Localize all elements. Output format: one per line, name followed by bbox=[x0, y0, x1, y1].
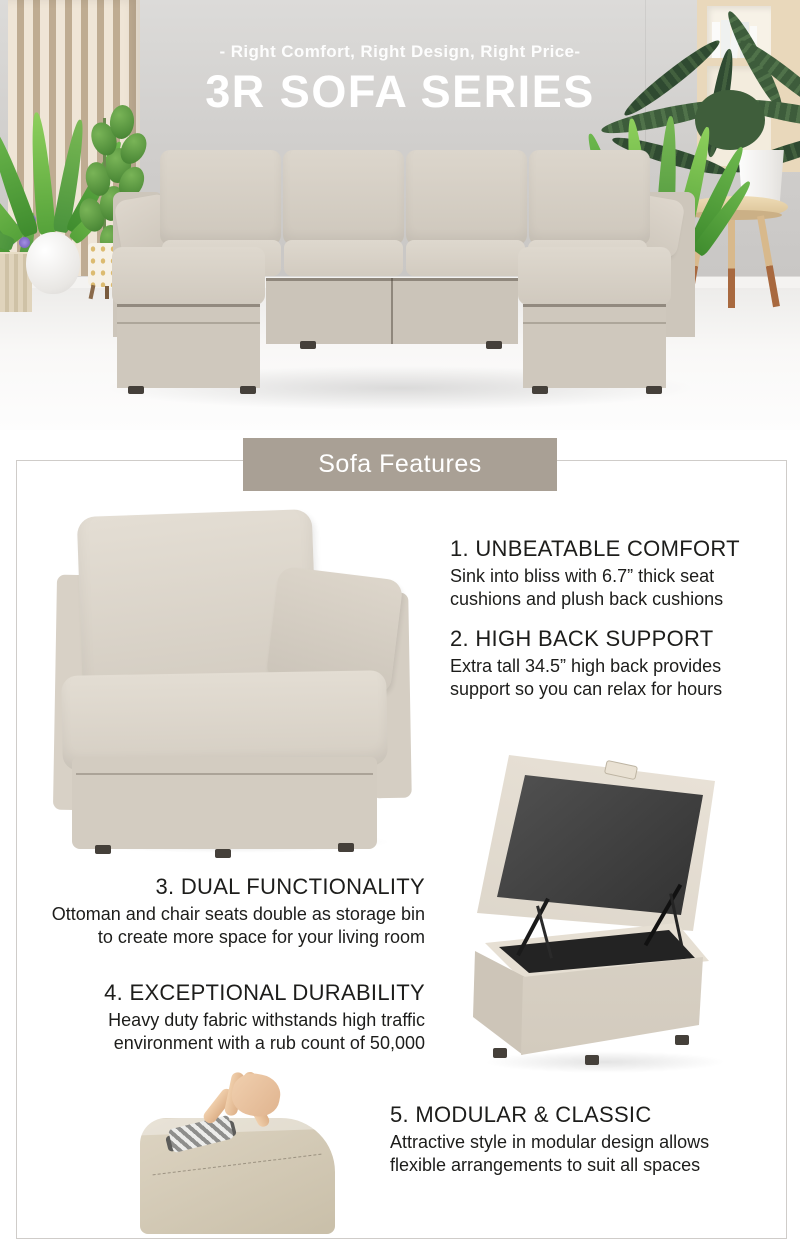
module-gap bbox=[391, 278, 393, 344]
sofa-foot bbox=[300, 341, 316, 349]
ottoman-foot bbox=[585, 1055, 599, 1065]
ottoman-foot bbox=[493, 1048, 507, 1058]
chaise-seam bbox=[117, 304, 260, 307]
feature-block-4 bbox=[20, 980, 425, 1055]
feature-text-line: Sink into bliss with 6.7” thick seat bbox=[450, 566, 715, 586]
feature-text-line: to create more space for your living room bbox=[97, 927, 425, 947]
round-pot bbox=[26, 232, 80, 294]
fabric-closeup-image bbox=[140, 1072, 335, 1234]
back-cushion bbox=[529, 150, 650, 245]
chaise-base-left bbox=[117, 304, 260, 388]
feature-text-line: cushions and plush back cushions bbox=[450, 589, 724, 609]
sofa-foot bbox=[128, 386, 144, 394]
chaise-base-right bbox=[523, 304, 666, 388]
feature-block-1 bbox=[450, 536, 785, 611]
features-header: Sofa Features bbox=[243, 438, 557, 491]
pot-stand-leg bbox=[105, 286, 109, 299]
feature-text-line: support so you can relax for hours bbox=[450, 679, 723, 699]
stool-leg bbox=[728, 220, 735, 308]
back-cushion bbox=[160, 150, 281, 245]
feature-text-line: Extra tall 34.5” high back provides bbox=[450, 656, 722, 676]
ottoman-shadow bbox=[485, 1051, 725, 1073]
chair-base bbox=[72, 757, 377, 849]
chair-foot bbox=[95, 845, 111, 854]
feature-text-line: flexible arrangements to suit all spaces bbox=[390, 1155, 701, 1175]
feature-title: 2. HIGH BACK SUPPORT bbox=[450, 626, 714, 651]
chaise-seat-right bbox=[518, 247, 671, 305]
seat-cushion bbox=[406, 240, 525, 276]
feature-title: 1. UNBEATABLE COMFORT bbox=[450, 536, 740, 561]
back-cushion bbox=[406, 150, 527, 245]
hero-tagline: - Right Comfort, Right Design, Right Price- bbox=[219, 42, 581, 61]
chair-foot bbox=[338, 843, 354, 852]
sofa-foot bbox=[532, 386, 548, 394]
flower bbox=[19, 237, 30, 248]
back-cushion bbox=[283, 150, 404, 245]
seat-cushion bbox=[284, 240, 403, 276]
corner-chair-image bbox=[40, 505, 420, 855]
chair-base-seam bbox=[76, 773, 373, 775]
feature-title: 5. MODULAR & CLASSIC bbox=[390, 1102, 652, 1127]
feature-text-line: environment with a rub count of 50,000 bbox=[113, 1033, 425, 1053]
feature-block-2 bbox=[450, 626, 785, 701]
hero-photo bbox=[0, 0, 800, 430]
feature-block-3 bbox=[20, 874, 425, 949]
sofa-foot bbox=[646, 386, 662, 394]
chaise-seat-left bbox=[112, 247, 265, 305]
hero-title: 3R SOFA SERIES bbox=[205, 66, 595, 117]
chaise-seam bbox=[523, 304, 666, 307]
storage-ottoman-image bbox=[465, 755, 755, 1075]
feature-text-line: Attractive style in modular design allows bbox=[390, 1132, 710, 1152]
ottoman-foot bbox=[675, 1035, 689, 1045]
chair-foot bbox=[215, 849, 231, 858]
sofa-foot bbox=[240, 386, 256, 394]
chaise-seam bbox=[523, 322, 666, 324]
chair-seat-cushion bbox=[61, 670, 388, 771]
feature-title: 4. EXCEPTIONAL DURABILITY bbox=[104, 980, 425, 1005]
sofa-foot bbox=[486, 341, 502, 349]
feature-text-line: Heavy duty fabric withstands high traffic bbox=[108, 1010, 425, 1030]
feature-block-5 bbox=[390, 1102, 785, 1177]
feature-text-line: Ottoman and chair seats double as storage bin bbox=[51, 904, 425, 924]
chaise-seam bbox=[117, 322, 260, 324]
feature-title: 3. DUAL FUNCTIONALITY bbox=[155, 874, 425, 899]
